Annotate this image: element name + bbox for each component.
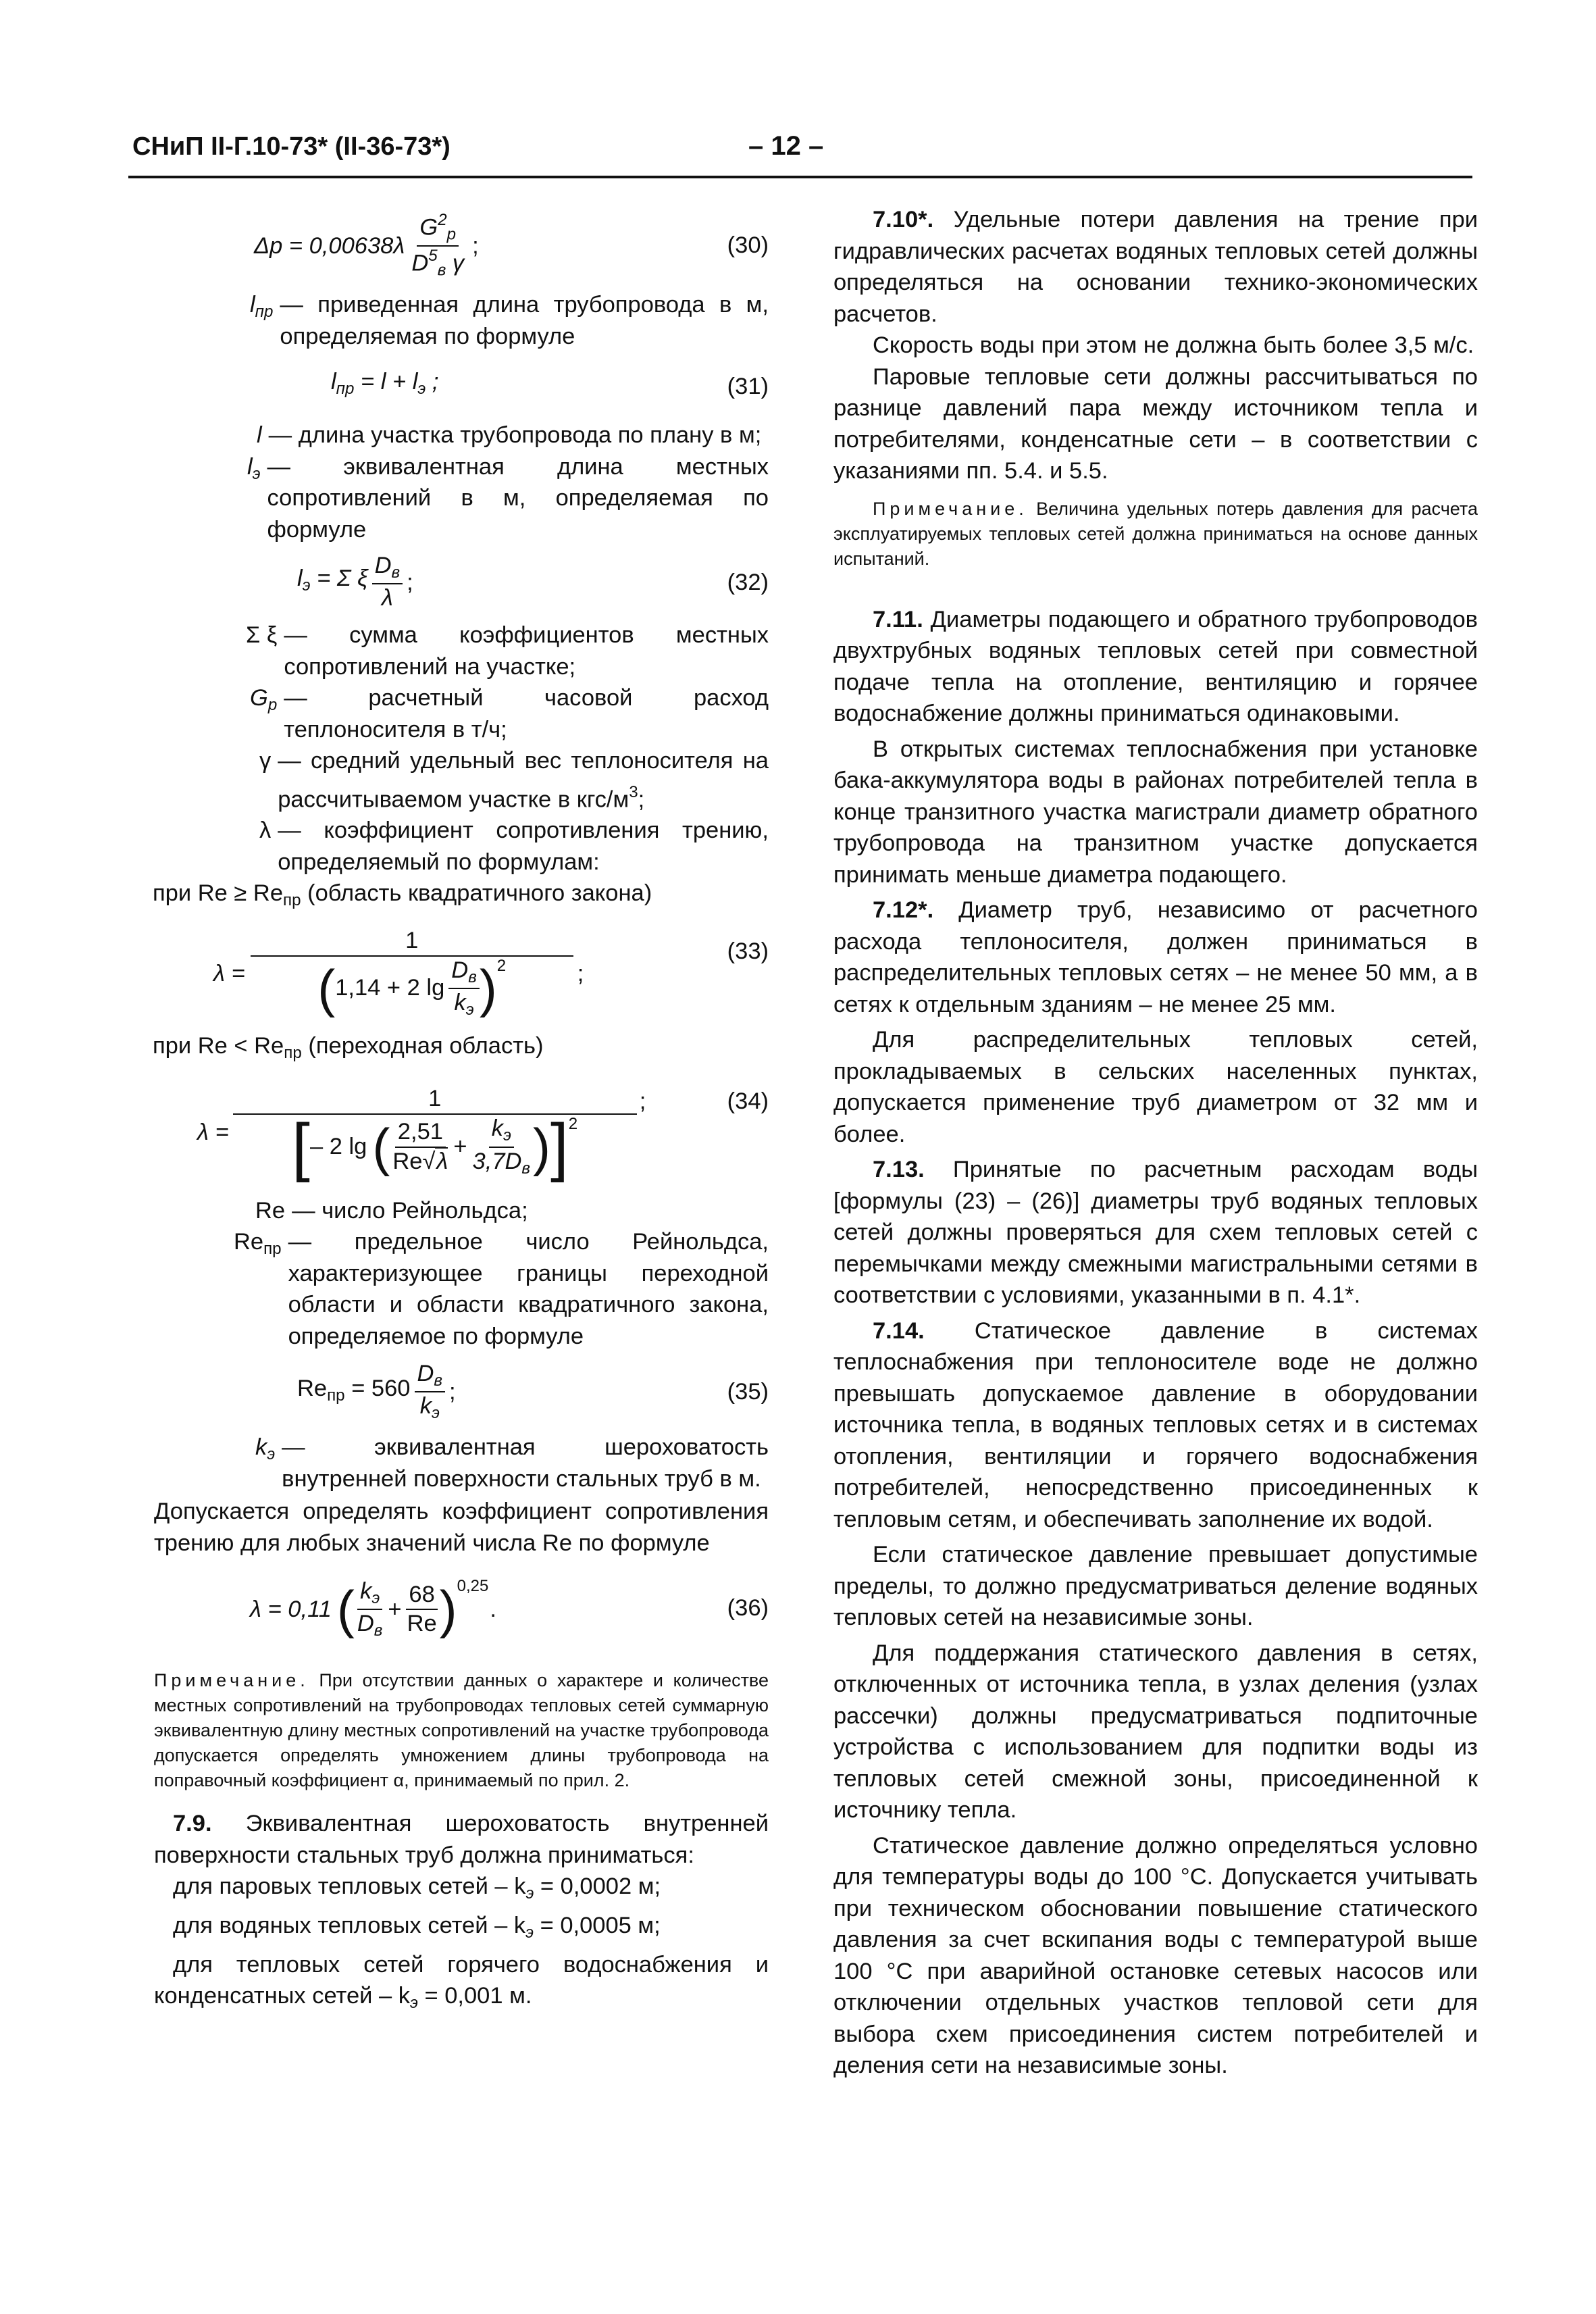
section-text: Принятые по расчетным расходам воды [формулы (23) – (26)] диаметры труб водяных тепловых сетей должны проверяться для схем тепловых сетей с перемычками между смежными магистральными сетями в соответствии с условиями, указанными в п. 4.1*. [833, 1157, 1478, 1308]
definition-re-pr [154, 1226, 769, 1352]
p79-l3-a: для тепловых сетей горячего водоснабжения и конденсатных сетей – k [154, 1951, 769, 2009]
formula-30-numerator [417, 211, 459, 247]
definition-k [154, 1432, 769, 1494]
page-number: – 12 – [748, 131, 824, 161]
left-column [154, 203, 769, 2019]
sym-l: l [250, 292, 255, 318]
f30-den-tail: γ [446, 250, 465, 276]
f33-inner-num [448, 957, 480, 989]
f35-num: D [417, 1361, 434, 1387]
definition-lambda [154, 815, 769, 878]
definition-text: — расчетный часовой расход теплоносителя в т/ч; [284, 685, 769, 743]
f35-b: = 560 [344, 1375, 411, 1401]
f34-t1-num: 2,51 [395, 1118, 446, 1147]
f35-sub: пр [327, 1386, 345, 1405]
formula-number-32: (32) [727, 570, 769, 595]
paragraph-7-14-temp: Статическое давление должно определяться условно для температуры воды до 100 °С. Допускается учитывать при техническом обосновании повышение статического давления за счет вскипания воды с температурой выше 100 °С при аварийной остановке сетевых насосов или отключении отдельных участков тепловой сети для выбора схем присоединения систем потребителей и деления сети на независимые зоны. [833, 1832, 1478, 2078]
formula-32 [154, 545, 769, 620]
f36-term1 [355, 1578, 386, 1641]
f34-t2-num [489, 1115, 514, 1147]
paren-close: ) [439, 1580, 457, 1640]
f35-tail: ; [449, 1379, 456, 1405]
definition-symbol: λ [259, 818, 272, 844]
gamma-text-sup: 3 [629, 782, 638, 801]
p79-l1-sub: э [525, 1884, 534, 1903]
f30-num: G [419, 214, 438, 241]
f31-sub-b: э [417, 380, 426, 399]
formula-33 [154, 917, 769, 1030]
f33-inner-fraction [448, 957, 480, 1020]
definition-symbol [247, 451, 267, 546]
f35-den-sub: э [431, 1404, 440, 1423]
f34-plus: + [453, 1133, 467, 1159]
formula-number-35: (35) [727, 1379, 769, 1405]
sym-re-sub: пр [263, 1240, 282, 1259]
definition-text: — длина участка трубопровода по плану в м; [268, 422, 762, 448]
formula-36-lhs: λ = 0,11 [250, 1596, 332, 1623]
formula-number-34: (34) [727, 1088, 769, 1114]
right-note [833, 497, 1478, 572]
p79-l3-sub: э [410, 1994, 418, 2013]
p79-l2-a: для водяных тепловых сетей – k [173, 1913, 526, 1939]
section-text: Диаметр труб, независимо от расчетного расхода теплоносителя, должен приниматься в распределительных тепловых сетях – не менее 50 мм, а в сетях к отдельным зданиям – не менее 25 мм. [833, 897, 1478, 1017]
f34-term1 [390, 1118, 451, 1176]
formula-31-expr [331, 366, 438, 405]
f34-t1-den [390, 1148, 451, 1176]
f31-c: ; [426, 369, 439, 395]
f32-sub: э [302, 576, 311, 595]
p79-l2-sub: э [525, 1923, 534, 1942]
f34-t2-den [470, 1148, 533, 1179]
f36-t1-den [355, 1610, 386, 1641]
f34-t2-num-sub: э [503, 1126, 511, 1145]
f34-term2 [470, 1115, 533, 1178]
paragraph-7-14-support: Для поддержания статического давления в сетях, отключенных от источника тепла, в узлах деления (узлах рассечки) должны предусматриваться подпиточные устройства с использованием для подпитки воды из тепловых сетей смежной зоны, присоединенной к источнику тепла. [833, 1640, 1478, 1823]
f33-in-den-sub: э [465, 1001, 474, 1020]
note-text: При отсутствии данных о характере и количестве местных сопротивлений на трубопроводах тепловых сетей суммарную эквивалентную длину местных сопротивлений на участке трубопровода допускается определять умножением длины трубопровода на поправочный коэффициент α, принимаемый по прил. 2. [154, 1670, 769, 1791]
right-column [833, 204, 1478, 2082]
f36-tail: . [490, 1596, 496, 1623]
left-note [154, 1668, 769, 1793]
paren-open: ( [317, 958, 336, 1018]
f32-tail: ; [407, 569, 413, 595]
section-number: 7.12*. [873, 897, 934, 923]
definition-symbol [250, 682, 284, 745]
paragraph-allowed: Допускается определять коэффициент сопротивления трению для любых значений числа Re по формуле [154, 1499, 769, 1556]
formula-35-lhs [297, 1373, 411, 1412]
formula-35-denominator [417, 1392, 442, 1424]
definition-sum-xi [154, 620, 769, 682]
paragraph-7-11-open: В открытых системах теплоснабжения при установке бака-аккумулятора воды в районах потребителей тепла в конце транзитного участка магистрали диаметр обратного трубопровода на транзитном участке допускается принимать меньше диаметра подающего. [833, 736, 1478, 888]
section-text: Удельные потери давления на трение при гидравлических расчетах водяных тепловых сетей должны определяться на основании технико-экономических расчетов. [833, 207, 1478, 327]
f31-b: = l + l [354, 369, 418, 395]
paren-close: ) [533, 1117, 551, 1177]
formula-number-33: (33) [727, 938, 769, 965]
f32-a: l [297, 565, 303, 592]
f36-t1-num-k: k [360, 1578, 372, 1605]
formula-number-36: (36) [727, 1595, 769, 1621]
formula-34-numerator: 1 [233, 1085, 637, 1114]
definition-text: — число Рейнольдса; [292, 1197, 528, 1224]
condition-transitional [153, 1030, 769, 1070]
f31-a: l [331, 369, 336, 395]
f30-den-sup: 5 [428, 247, 438, 265]
formula-30-lhs: Δp = 0,00638λ [254, 232, 405, 259]
f31-sub-a: пр [336, 380, 355, 399]
formula-34-denominator [289, 1110, 580, 1183]
note-label: Примечание. [873, 498, 1028, 519]
section-number: 7.13. [873, 1157, 925, 1182]
bracket-open: [ [292, 1110, 310, 1183]
formula-34-lhs: λ = [197, 1119, 229, 1145]
definition-symbol: Σ ξ [246, 622, 278, 648]
formula-30-fraction [409, 211, 467, 280]
cond2-a: при Re < Re [153, 1033, 284, 1059]
f34-tail: ; [639, 1088, 646, 1114]
document-code: СНиП II-Г.10-73* (II-36-73*) [132, 132, 451, 161]
definition-text [278, 745, 769, 815]
p79-l2-b: = 0,0005 м; [534, 1913, 661, 1939]
cond2-sub: пр [284, 1044, 302, 1063]
sym-k: k [255, 1434, 267, 1461]
cond1-a: при Re ≥ Re [153, 880, 284, 907]
sqrt-sign: √ [422, 1148, 436, 1174]
definition-text: — эквивалентная шероховатость внутренней поверхности стальных труб в м. [282, 1434, 769, 1492]
f36-t2-den: Re [407, 1611, 437, 1637]
formula-32-numerator [372, 552, 403, 584]
paragraph-7-14-zones: Если статическое давление превышает допустимые пределы, то должно предусматриваться деление водяных тепловых сетей на независимые зоны. [833, 1542, 1478, 1630]
f36-t1-den-sub: в [374, 1621, 383, 1640]
paragraph-7-12 [833, 895, 1478, 1020]
formula-35-fraction [415, 1360, 446, 1424]
formula-35 [154, 1352, 769, 1432]
f30-num-sub: p [446, 226, 457, 245]
gamma-text-a: — средний удельный вес теплоносителя на рассчитываемом участке в кгс/м [278, 748, 769, 812]
p79-l3-b: = 0,001 м. [417, 1983, 532, 2009]
f35-a: Re [297, 1375, 328, 1401]
f33-den-a: 1,14 + 2 lg [335, 975, 445, 1001]
paren-close: ) [479, 958, 497, 1018]
formula-number-30: (30) [727, 232, 769, 258]
f33-in-num: D [451, 957, 469, 983]
f36-term2 [405, 1581, 440, 1638]
sym-k-sub: э [267, 1445, 276, 1464]
f35-den: k [419, 1393, 432, 1419]
formula-33-denominator [315, 957, 509, 1020]
sym-le-sub: э [252, 464, 261, 483]
f36-t2-num: 68 [406, 1581, 437, 1610]
f30-tail: ; [472, 232, 479, 259]
cond2-b: (переходная область) [301, 1033, 544, 1059]
formula-36 [154, 1559, 769, 1660]
definition-gamma [154, 745, 769, 815]
f33-in-den: k [454, 989, 466, 1015]
paren-open: ( [336, 1580, 355, 1640]
f33-in-num-sub: в [468, 967, 477, 986]
section-text: Статическое давление в системах теплоснабжения при теплоносителе воде не должно превышать допускаемое давление в оборудовании источника тепла, в водяных тепловых сетях и в системах отопления, вентиляции и горячего водоснабжения потребителей, непосредственно присоединенных к тепловым сетям, и обеспечивать заполнение их водой. [833, 1317, 1478, 1532]
section-number: 7.10*. [873, 207, 934, 232]
sym-g-sub: р [267, 696, 278, 715]
definition-l-pr [154, 289, 769, 352]
definition-symbol: l [257, 422, 262, 448]
formula-number-31: (31) [727, 374, 769, 399]
f36-t1-num [357, 1578, 382, 1610]
formula-32-denominator: λ [381, 585, 393, 611]
f30-den-sub: в [437, 261, 446, 280]
section-number: 7.11. [873, 606, 923, 632]
formula-35-numerator [415, 1360, 446, 1392]
f34-sqrt-body: λ [436, 1148, 448, 1174]
sym-g: G [250, 685, 268, 711]
bracket-close: ] [550, 1110, 569, 1183]
formula-33-lhs: λ = [213, 960, 245, 986]
p79-hot-water [154, 1949, 769, 2019]
p79-l1-a: для паровых тепловых сетей – k [173, 1873, 526, 1900]
definition-re [154, 1195, 769, 1227]
formula-30-denominator [409, 247, 467, 281]
sym-l-sub: пр [255, 303, 274, 322]
definition-text: — предельное число Рейнольдса, характеризующее границы переходной области и области квадратичного закона, определяемое по формуле [288, 1229, 769, 1349]
formula-34 [154, 1070, 769, 1195]
formula-32-lhs [297, 563, 368, 602]
section-text: Диаметры подающего и обратного трубопроводов двухтрубных водяных тепловых сетей при совместной подаче тепла на отопление, вентиляцию и горячее водоснабжение должны приниматься одинаковыми. [833, 606, 1478, 726]
section-number: 7.14. [873, 1317, 925, 1344]
f33-inner-den [451, 989, 476, 1020]
formula-32-fraction [372, 552, 403, 613]
f34-t2-den-a: 3,7D [472, 1148, 522, 1174]
sym-le: l [247, 453, 253, 480]
note-label: Примечание. [154, 1670, 309, 1691]
definition-l-e [154, 451, 769, 546]
note-text: Величина удельных потерь давления для расчета эксплуатируемых тепловых сетей должна приниматься на основе данных испытаний. [833, 498, 1478, 569]
definition-symbol: Re [255, 1197, 286, 1224]
section-number: 7.9. [173, 1811, 212, 1837]
definition-text: — приведенная длина трубопровода в м, определяемая по формуле [280, 292, 769, 349]
f32-num: D [374, 553, 392, 579]
cond1-sub: пр [283, 891, 301, 910]
definition-g [154, 682, 769, 745]
paragraph-7-13 [833, 1154, 1478, 1311]
f34-t2-den-sub: в [521, 1159, 531, 1178]
formula-30 [154, 203, 769, 289]
definition-text: — сумма коэффициентов местных сопротивлений на участке; [284, 622, 769, 680]
f36-t1-den-d: D [357, 1611, 374, 1637]
f33-power: 2 [496, 956, 507, 975]
paragraph-7-11 [833, 604, 1478, 730]
f32-num-sub: в [391, 563, 401, 582]
definition-symbol [234, 1226, 288, 1352]
f36-power-wrap: 0,25 [457, 1577, 489, 1596]
definition-symbol: γ [259, 748, 272, 774]
formula-33-fraction [251, 927, 573, 1020]
condition-quadratic [153, 878, 769, 917]
f30-den: D [411, 250, 429, 276]
f33-tail: ; [577, 960, 584, 986]
sym-re: Re [234, 1229, 264, 1255]
paren-open: ( [372, 1117, 390, 1177]
formula-33-numerator: 1 [251, 927, 573, 956]
paragraph-7-12-rural: Для распределительных тепловых сетей, прокладываемых в сельских населенных пунктах, допускается применение труб диаметром от 32 мм и более. [833, 1027, 1478, 1147]
section-text: Эквивалентная шероховатость внутренней поверхности стальных труб должна приниматься: [154, 1811, 769, 1868]
definition-text: — эквивалентная длина местных сопротивлений в м, определяемая по формуле [267, 453, 769, 543]
p79-l1-b: = 0,0002 м; [534, 1873, 661, 1900]
paragraph-7-14 [833, 1315, 1478, 1536]
f34-t2-num-k: k [491, 1115, 503, 1142]
paragraph-7-9 [154, 1808, 769, 1871]
formula-34-fraction [233, 1085, 637, 1183]
f35-num-sub: в [434, 1372, 443, 1390]
definition-symbol [255, 1432, 282, 1494]
f34-t1-den-a: Re [392, 1148, 423, 1174]
definition-text: — коэффициент сопротивления трению, определяемый по формулам: [278, 818, 769, 875]
f30-num-sup: 2 [438, 211, 447, 230]
header-rule [128, 176, 1472, 178]
paragraph-7-10-speed: Скорость воды при этом не должна быть более 3,5 м/с. [873, 332, 1474, 358]
cond1-b: (область квадратичного закона) [301, 880, 652, 907]
f34-power: 2 [568, 1114, 578, 1133]
f36-t1-num-sub: э [371, 1589, 380, 1608]
p79-water [154, 1910, 769, 1949]
definition-symbol [250, 289, 280, 352]
paragraph-7-10-steam: Паровые тепловые сети должны рассчитываться по разнице давлений пара между источником тепла и потребителями, конденсатные сети – в соответствии с указаниями пп. 5.4. и 5.5. [833, 363, 1478, 484]
definition-l [154, 420, 769, 451]
f34-minus: – 2 lg [309, 1133, 367, 1159]
formula-31 [154, 352, 769, 420]
f32-b: = Σ ξ [310, 565, 368, 592]
f36-plus: + [388, 1596, 402, 1623]
gamma-text-b: ; [638, 786, 645, 812]
paragraph-7-10 [833, 204, 1478, 330]
p79-steam [154, 1871, 769, 1910]
